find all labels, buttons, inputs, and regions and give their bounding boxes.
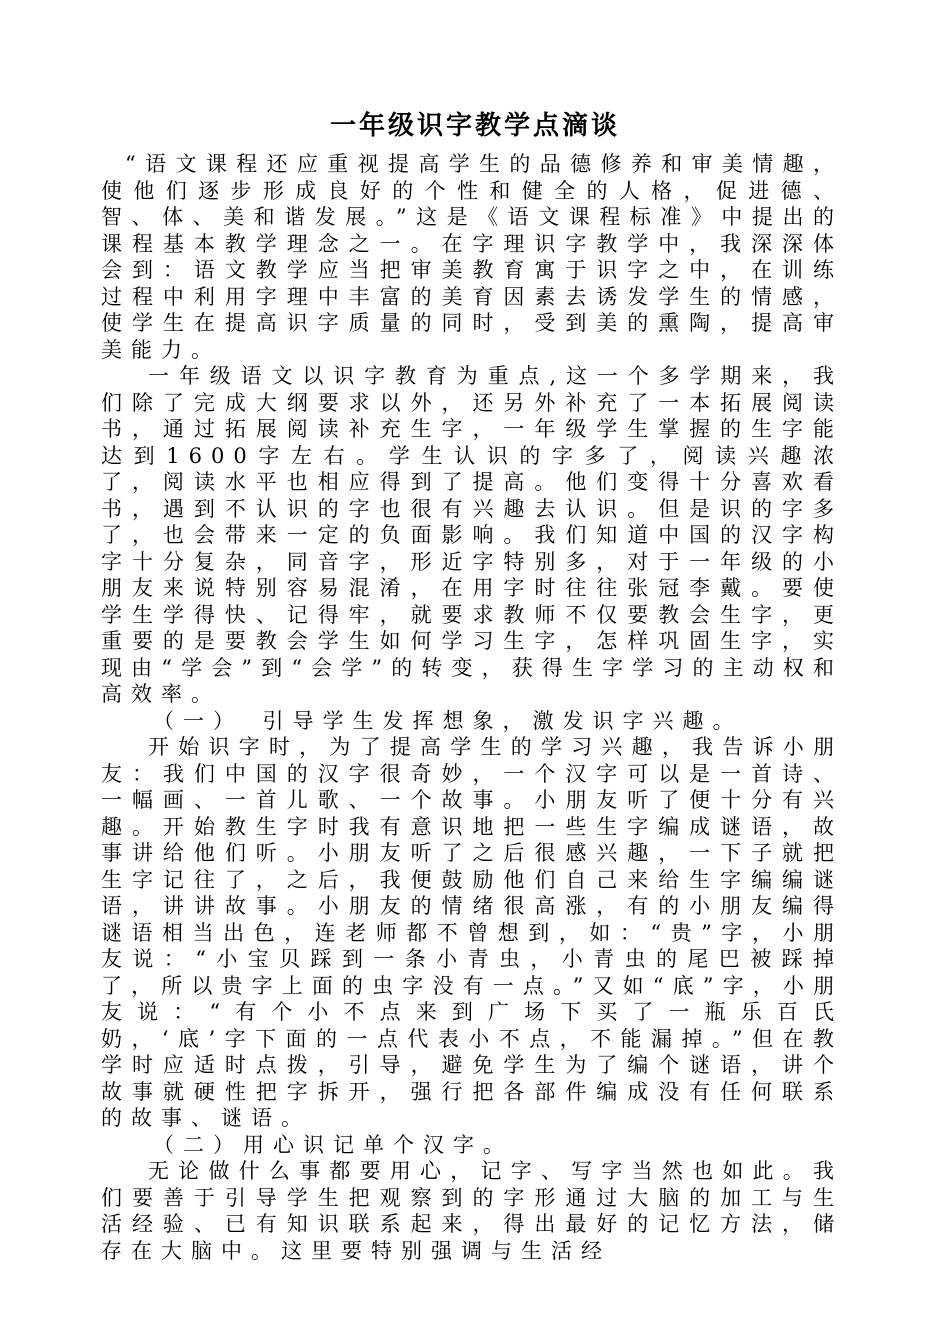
paragraph-imagination: 开始识字时，为了提高学生的学习兴趣，我告诉小朋友：我们中国的汉字很奇妙，一个汉字可以是一首诗、一幅画、一首儿歌、一个故事。小朋友听了便十分有兴趣。开始教生字时我有意识地把一些生字编成谜语，故事讲给他们听。小朋友听了之后很感兴趣，一下子就把生字记往了，之后，我便鼓励他们自己来给生字编编谜语，讲讲故事。小朋友的情绪很高涨，有的小朋友编得谜语相当出色，连老师都不曾想到，如：“贵”字，小朋友说：“小宝贝踩到一条小青虫，小青虫的尾巴被踩掉了，所以贵字上面的虫字没有一点。”又如“底”字，小朋友说：“有个小不点来到广场下买了一瓶乐百氏奶，‘底’字下面的一点代表小不点，不能漏掉。”但在教学时应适时点拨，引导，避免学生为了编个谜语，讲个故事就硬性把字拆开，强行把各部件编成没有任何联系的故事、谜语。 — [101, 735, 843, 1130]
paragraph-literacy-focus: 一年级语文以识字教育为重点,这一个多学期来，我们除了完成大纲要求以外，还另外补充了一本拓展阅读书，通过拓展阅读补充生字，一年级学生掌握的生字能达到1600字左右。学生认识的字多了，阅读兴趣浓了，阅读水平也相应得到了提高。他们变得十分喜欢看书，遇到不认识的字也很有兴趣去认识。但是识的字多了，也会带来一定的负面影响。我们知道中国的汉字构字十分复杂，同音字，形近字特别多，对于一年级的小朋友来说特别容易混淆，在用字时往往张冠李戴。要使学生学得快、记得牢，就要求教师不仅要教会生字，更重要的是要教会学生如何学习生字，怎样巩固生字，实现由“学会”到“会学”的转变，获得生字学习的主动权和高效率。 — [101, 364, 843, 706]
section-heading-one: （一） 引导学生发挥想象，激发识字兴趣。 — [153, 708, 743, 733]
document-body — [101, 151, 843, 1264]
document-title: 一年级识字教学点滴谈 — [329, 111, 620, 141]
paragraph-intro-quote: “语文课程还应重视提高学生的品德修养和审美情趣，使他们逐步形成良好的个性和健全的人格，促进德、智、体、美和谐发展。”这是《语文课程标准》中提出的课程基本教学理念之一。在字理识字教学中，我深深体会到：语文教学应当把审美教育寓于识字之中，在训练过程中利用字理中丰富的美育因素去诱发学生的情感，使学生在提高识字质量的同时，受到美的熏陶，提高审美能力。 — [101, 152, 843, 362]
paragraph-memorize: 无论做什么事都要用心，记字、写字当然也如此。我们要善于引导学生把观察到的字形通过大脑的加工与生活经验、已有知识联系起来，得出最好的记忆方法，储存在大脑中。这里要特别强调与生活经 — [101, 1159, 843, 1263]
section-heading-two: （二）用心识记单个汉字。 — [153, 1132, 513, 1157]
